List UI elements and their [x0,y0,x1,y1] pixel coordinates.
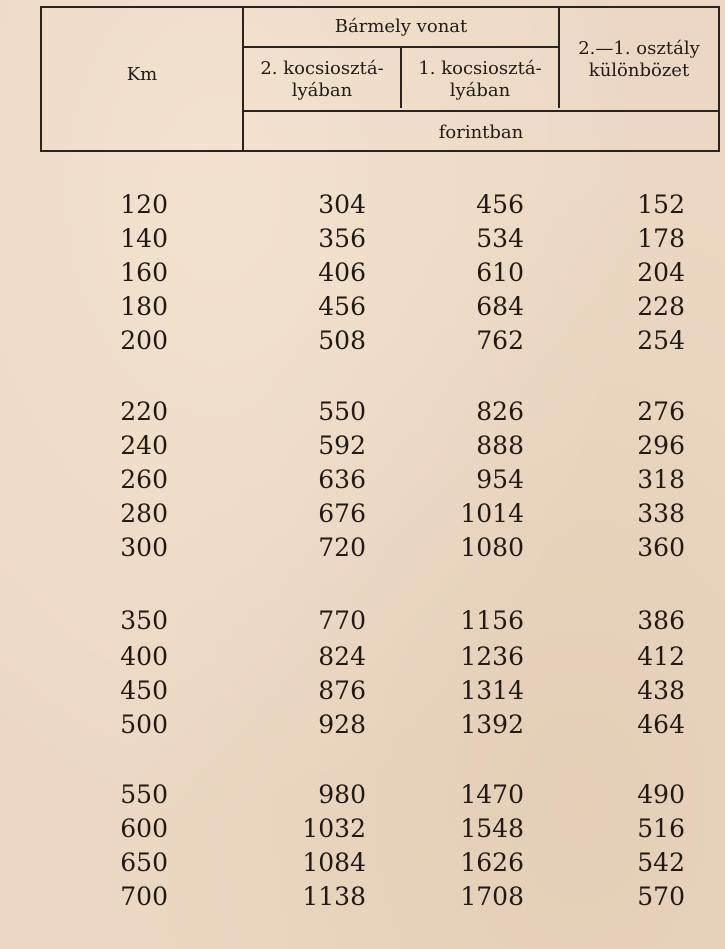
cell-difference: 204 [637,258,685,287]
table-row [0,395,725,429]
cell-difference: 318 [637,465,685,494]
table-row [0,463,725,497]
table-row [0,222,725,256]
header-rule-any-train [242,46,558,48]
header-first-class-line1: 1. kocsiosztá- [418,58,542,79]
cell-difference: 228 [637,292,685,321]
cell-first-class: 1548 [460,814,524,843]
cell-km: 550 [120,780,168,809]
cell-first-class: 534 [476,224,524,253]
header-diff-line1: 2.—1. osztály [578,38,700,59]
cell-difference: 178 [637,224,685,253]
table-row [0,880,725,914]
cell-second-class: 304 [318,190,366,219]
table-row [0,497,725,531]
cell-first-class: 826 [476,397,524,426]
table-row [0,846,725,880]
header-first-class-line2: lyában [449,80,511,101]
cell-km: 160 [120,258,168,287]
cell-km: 350 [120,606,168,635]
table-row [0,640,725,674]
cell-km: 180 [120,292,168,321]
table-row [0,674,725,708]
cell-first-class: 1080 [460,533,524,562]
cell-difference: 516 [637,814,685,843]
cell-second-class: 676 [318,499,366,528]
table-row [0,708,725,742]
cell-second-class: 1084 [302,848,366,877]
cell-difference: 438 [637,676,685,705]
cell-first-class: 1156 [460,606,524,635]
table-row [0,290,725,324]
cell-difference: 254 [637,326,685,355]
cell-first-class: 1014 [460,499,524,528]
cell-first-class: 888 [476,431,524,460]
cell-first-class: 1314 [460,676,524,705]
cell-km: 260 [120,465,168,494]
cell-difference: 570 [637,882,685,911]
cell-second-class: 550 [318,397,366,426]
cell-first-class: 684 [476,292,524,321]
cell-difference: 386 [637,606,685,635]
cell-difference: 412 [637,642,685,671]
cell-km: 450 [120,676,168,705]
header-second-class-line2: lyában [291,80,353,101]
cell-km: 280 [120,499,168,528]
cell-difference: 490 [637,780,685,809]
cell-second-class: 406 [318,258,366,287]
table-header [40,6,720,152]
header-km: Km [126,64,158,85]
cell-second-class: 508 [318,326,366,355]
cell-first-class: 610 [476,258,524,287]
cell-second-class: 456 [318,292,366,321]
table-row [0,812,725,846]
cell-second-class: 770 [318,606,366,635]
table-row [0,531,725,565]
table-row [0,256,725,290]
table-row [0,604,725,638]
header-second-class-line1: 2. kocsiosztá- [260,58,384,79]
cell-difference: 360 [637,533,685,562]
cell-km: 120 [120,190,168,219]
cell-first-class: 1626 [460,848,524,877]
cell-second-class: 592 [318,431,366,460]
cell-km: 400 [120,642,168,671]
cell-km: 500 [120,710,168,739]
cell-second-class: 876 [318,676,366,705]
cell-km: 300 [120,533,168,562]
cell-first-class: 1470 [460,780,524,809]
cell-km: 220 [120,397,168,426]
header-diff-line2: különbözet [588,60,690,81]
cell-second-class: 1032 [302,814,366,843]
cell-km: 140 [120,224,168,253]
table-row [0,429,725,463]
header-any-train: Bármely vonat [334,16,468,37]
cell-first-class: 1708 [460,882,524,911]
cell-second-class: 824 [318,642,366,671]
cell-difference: 276 [637,397,685,426]
cell-difference: 296 [637,431,685,460]
cell-first-class: 954 [476,465,524,494]
cell-first-class: 762 [476,326,524,355]
table-row [0,188,725,222]
cell-difference: 338 [637,499,685,528]
cell-second-class: 980 [318,780,366,809]
cell-second-class: 720 [318,533,366,562]
cell-first-class: 1392 [460,710,524,739]
cell-second-class: 1138 [302,882,366,911]
cell-first-class: 1236 [460,642,524,671]
cell-second-class: 356 [318,224,366,253]
cell-km: 700 [120,882,168,911]
cell-km: 240 [120,431,168,460]
cell-km: 200 [120,326,168,355]
header-rule-unit [242,110,718,112]
cell-second-class: 636 [318,465,366,494]
cell-difference: 152 [637,190,685,219]
cell-first-class: 456 [476,190,524,219]
cell-difference: 542 [637,848,685,877]
cell-km: 650 [120,848,168,877]
table-row [0,324,725,358]
cell-difference: 464 [637,710,685,739]
cell-km: 600 [120,814,168,843]
header-unit: forintban [438,122,524,143]
table-row [0,778,725,812]
cell-second-class: 928 [318,710,366,739]
